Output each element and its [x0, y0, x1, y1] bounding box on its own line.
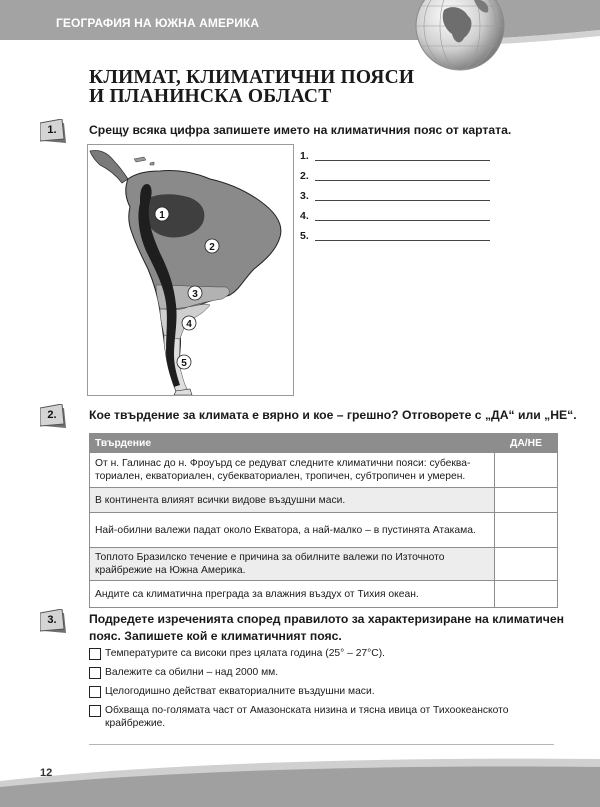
- statement-cell: Топлото Бразилско течение е причина за обилните валежи по Източното крайбрежие на Южна Америка.: [90, 548, 495, 581]
- answer-line-2[interactable]: [300, 168, 500, 188]
- answer-cell[interactable]: [495, 453, 558, 488]
- statements-table: [89, 433, 558, 608]
- svg-text:4: 4: [186, 319, 192, 330]
- column-header-statement: Твърдение: [90, 434, 495, 453]
- table-row: [90, 453, 558, 488]
- answer-line-3[interactable]: [300, 188, 500, 208]
- page-number: 12: [40, 767, 53, 779]
- question-3-badge: [40, 609, 68, 637]
- table-row: [90, 488, 558, 513]
- answer-line-1[interactable]: [300, 148, 500, 168]
- globe-icon: [414, 0, 506, 72]
- answer-cell[interactable]: [495, 513, 558, 548]
- answer-cell[interactable]: [495, 548, 558, 581]
- answer-line-5[interactable]: [300, 228, 500, 248]
- answer-number: 3.: [300, 190, 309, 202]
- checkbox[interactable]: [89, 686, 101, 698]
- question-3-text-line-1: Подредете изреченията според правилото за характеризиране на климатичен: [89, 612, 565, 626]
- page-title-line-2: И ПЛАНИНСКА ОБЛАСТ: [89, 86, 332, 107]
- table-row: [90, 513, 558, 548]
- statement-cell: В континента влияят всички видове въздушни маси.: [90, 488, 495, 513]
- question-3-text-line-2: пояс. Запишете кой е климатичният пояс.: [89, 629, 342, 643]
- page-title: [89, 68, 509, 106]
- svg-text:1: 1: [159, 210, 165, 221]
- svg-text:5: 5: [181, 358, 187, 369]
- table-header-row: [90, 434, 558, 453]
- climate-map: [87, 144, 294, 396]
- question-2-number: 2.: [47, 409, 57, 421]
- header-band: [0, 0, 600, 60]
- question-2-badge: [40, 404, 68, 432]
- checkbox[interactable]: [89, 648, 101, 660]
- table-row: [90, 581, 558, 608]
- option-text: Температурите са високи през цялата година (25° – 27°C).: [105, 648, 386, 659]
- statement-cell: Андите са климатична преграда за влажния въздух от Тихия океан.: [90, 581, 495, 608]
- question-1-number: 1.: [47, 124, 57, 136]
- question-3-text: [89, 611, 564, 645]
- option-text: Целогодишно действат екваториалните въздушни маси.: [105, 686, 375, 697]
- answer-line-4[interactable]: [300, 208, 500, 228]
- question-1-badge: [40, 119, 68, 147]
- map-label-1: [155, 207, 169, 221]
- table-row: [90, 548, 558, 581]
- question-2-text: Кое твърдение за климата е вярно и кое – грешно? Отговорете с „ДА“ или „НЕ“.: [89, 408, 577, 422]
- checkbox[interactable]: [89, 705, 101, 717]
- map-label-4: [182, 316, 196, 330]
- answer-number: 1.: [300, 150, 309, 162]
- answer-number: 5.: [300, 230, 309, 242]
- question-1-text: Срещу всяка цифра запишете името на климатичния пояс от картата.: [89, 123, 512, 137]
- south-america-map: [88, 145, 293, 395]
- statement-cell: От н. Галинас до н. Фроуърд се редуват следните климатични пояси: субекваториален, екваториален, субекваториален, тропичен, субтропичен и умерен.: [90, 453, 495, 488]
- map-label-5: [177, 355, 191, 369]
- answer-number: 2.: [300, 170, 309, 182]
- section-title: ГЕОГРАФИЯ НА ЮЖНА АМЕРИКА: [56, 16, 260, 30]
- page-title-line-1: КЛИМАТ, КЛИМАТИЧНИ ПОЯСИ: [89, 67, 415, 88]
- svg-text:2: 2: [209, 242, 215, 253]
- option-text: Валежите са обилни – над 2000 мм.: [105, 667, 279, 678]
- map-label-3: [188, 286, 202, 300]
- statement-cell: Най-обилни валежи падат около Екватора, а най-малко – в пустинята Атакама.: [90, 513, 495, 548]
- map-label-2: [205, 239, 219, 253]
- question-3-number: 3.: [47, 614, 57, 626]
- checkbox[interactable]: [89, 667, 101, 679]
- answer-cell[interactable]: [495, 581, 558, 608]
- column-header-answer: ДА/НЕ: [495, 434, 558, 453]
- svg-text:3: 3: [192, 289, 198, 300]
- option-text: Обхваща по-голямата част от Амазонската низина и тясна ивица от Тихоокеанското крайбрежие.: [105, 705, 509, 729]
- answer-separator-line: [89, 744, 554, 745]
- answer-cell[interactable]: [495, 488, 558, 513]
- footer-band: [0, 755, 600, 807]
- answer-number: 4.: [300, 210, 309, 222]
